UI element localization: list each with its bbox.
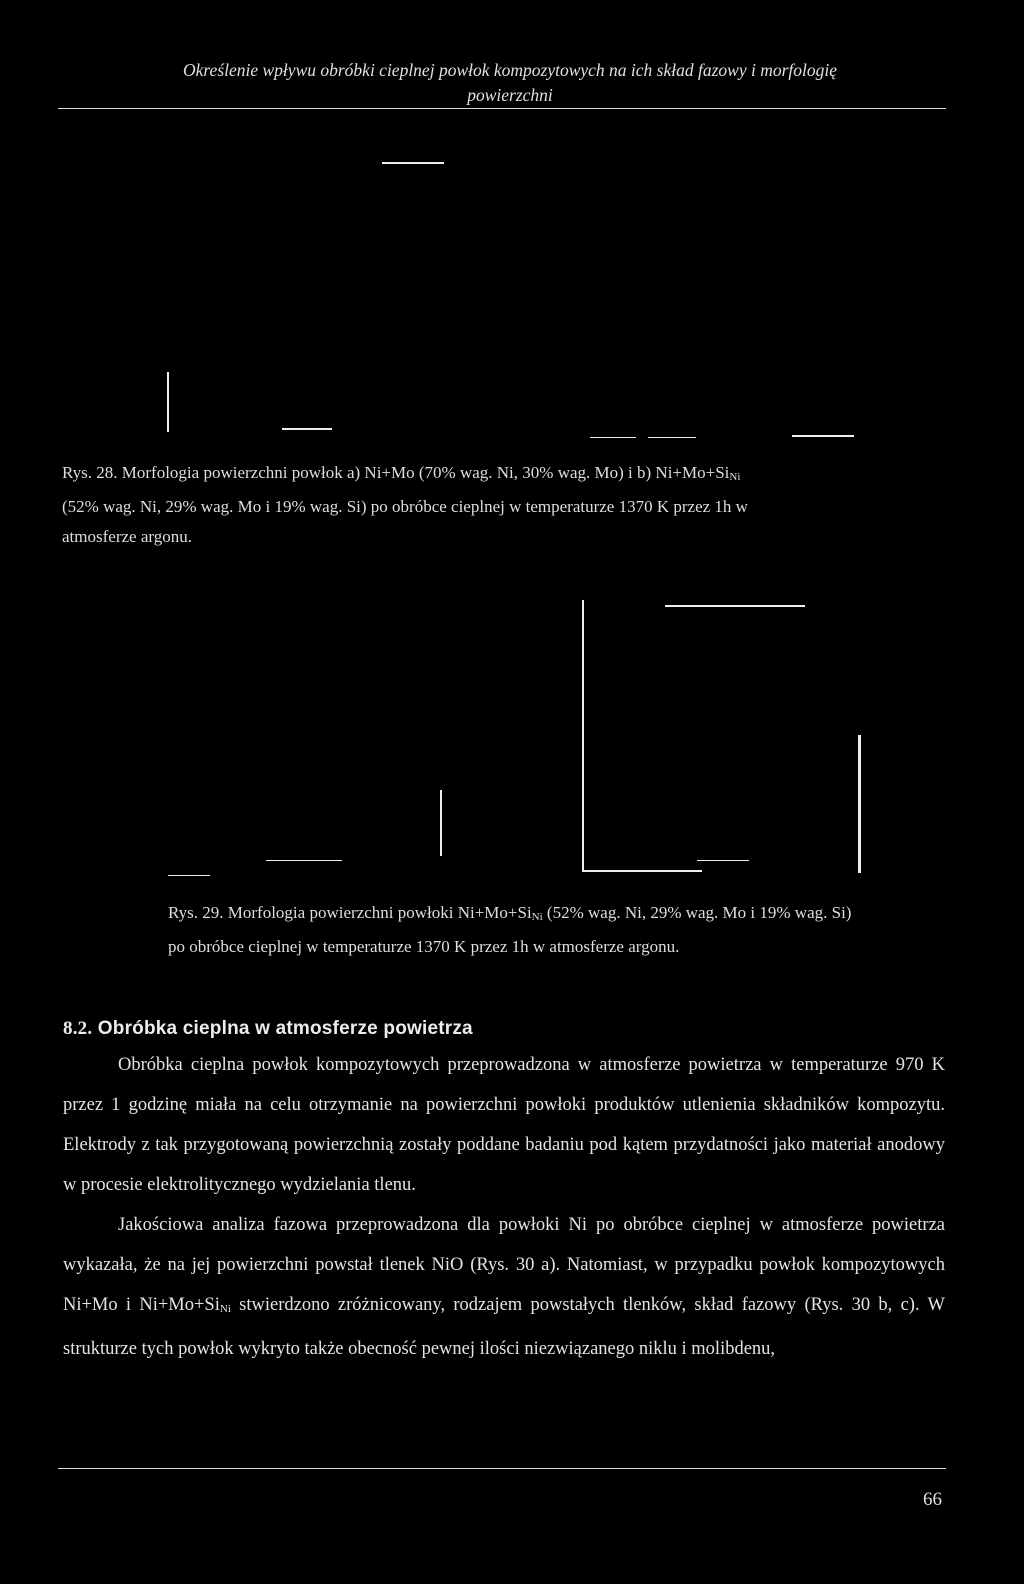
scale-bar-b1 — [590, 437, 636, 438]
figure-29-caption-line2: po obróbce cieplnej w temperaturze 1370 K przez 1h w atmosferze argonu. — [168, 937, 680, 956]
frame-right-edge — [858, 735, 861, 873]
figure-29-caption — [168, 898, 948, 962]
figure-28-image — [60, 120, 950, 450]
scale-bar-2 — [266, 860, 342, 861]
scale-bar-a — [282, 428, 332, 430]
running-header-line1: Określenie wpływu obróbki cieplnej powłok kompozytowych na ich skład fazowy i morfologię — [182, 60, 838, 80]
marker-mid — [440, 790, 442, 856]
image-a-edge — [167, 372, 169, 432]
frame-left-edge — [582, 600, 584, 872]
scale-bar-b3 — [792, 435, 854, 437]
header-rule — [58, 108, 946, 109]
figure-29-caption-text: Rys. 29. Morfologia powierzchni powłoki Ni+Mo+Si — [168, 903, 532, 922]
figure-29-caption-text-suffix: (52% wag. Ni, 29% wag. Mo i 19% wag. Si) — [542, 903, 852, 922]
figure-28-caption-line2: (52% wag. Ni, 29% wag. Mo i 19% wag. Si) po obróbce cieplnej w temperaturze 1370 K przez 1h w — [62, 497, 748, 516]
frame-top — [665, 605, 805, 607]
running-header — [70, 58, 950, 108]
scale-bar-3 — [697, 860, 749, 861]
figure-29-caption-line1 — [168, 898, 948, 932]
scale-bar-b2 — [648, 437, 696, 438]
section-number: 8.2. — [63, 1018, 93, 1039]
body-text — [63, 1045, 945, 1369]
footer-rule — [58, 1468, 946, 1469]
frame-bottom — [582, 870, 702, 872]
figure-28-caption-subscript: Ni — [729, 471, 741, 483]
section-title: Obróbka cieplna w atmosferze powietrza — [92, 1018, 473, 1039]
body-paragraph-2-part-a: Jakościowa analiza fazowa przeprowadzona dla powłoki Ni po obróbce cieplnej w atmosferze powietrza wykazała, że na jej powierzchni powstał tlenek NiO (Rys. 30 a). Natomiast, w przypadku powłok kompozytowych Ni+Mo i Ni+Mo+Si — [63, 1215, 945, 1315]
running-header-line2: powierzchni — [467, 85, 553, 105]
body-paragraph-2 — [63, 1205, 945, 1369]
figure-29-image — [160, 590, 880, 890]
figure-28-caption-line3: atmosferze argonu. — [62, 527, 192, 546]
scale-bar-top — [382, 162, 444, 164]
scale-bar-1 — [168, 875, 210, 876]
figure-29-caption-subscript: Ni — [531, 911, 543, 923]
section-heading — [63, 1018, 473, 1040]
page-number: 66 — [923, 1489, 942, 1510]
figure-28-caption-line1 — [62, 458, 942, 492]
body-paragraph-1: Obróbka cieplna powłok kompozytowych przeprowadzona w atmosferze powietrza w temperaturze 970 K przez 1 godzinę miała na celu otrzymanie na powierzchni powłoki produktów utlenienia składników kompozytu. Elektrody z tak przygotowaną powierzchnią zostały poddane badaniu pod kątem przydatności jako materiał anodowy w procesie elektrolitycznego wydzielania tlenu. — [63, 1055, 945, 1195]
figure-28-caption — [62, 458, 942, 552]
body-paragraph-2-part-b: stwierdzono zróżnicowany, rodzajem powstałych tlenków, skład fazowy (Rys. 30 b, c). W strukturze tych powłok wykryto także obecność pewnej ilości niezwiązanego niklu i molibdenu, — [63, 1295, 945, 1359]
figure-28-caption-text: Rys. 28. Morfologia powierzchni powłok a) Ni+Mo (70% wag. Ni, 30% wag. Mo) i b) Ni+Mo+Si — [62, 463, 730, 482]
body-paragraph-2-subscript: Ni — [219, 1303, 231, 1315]
